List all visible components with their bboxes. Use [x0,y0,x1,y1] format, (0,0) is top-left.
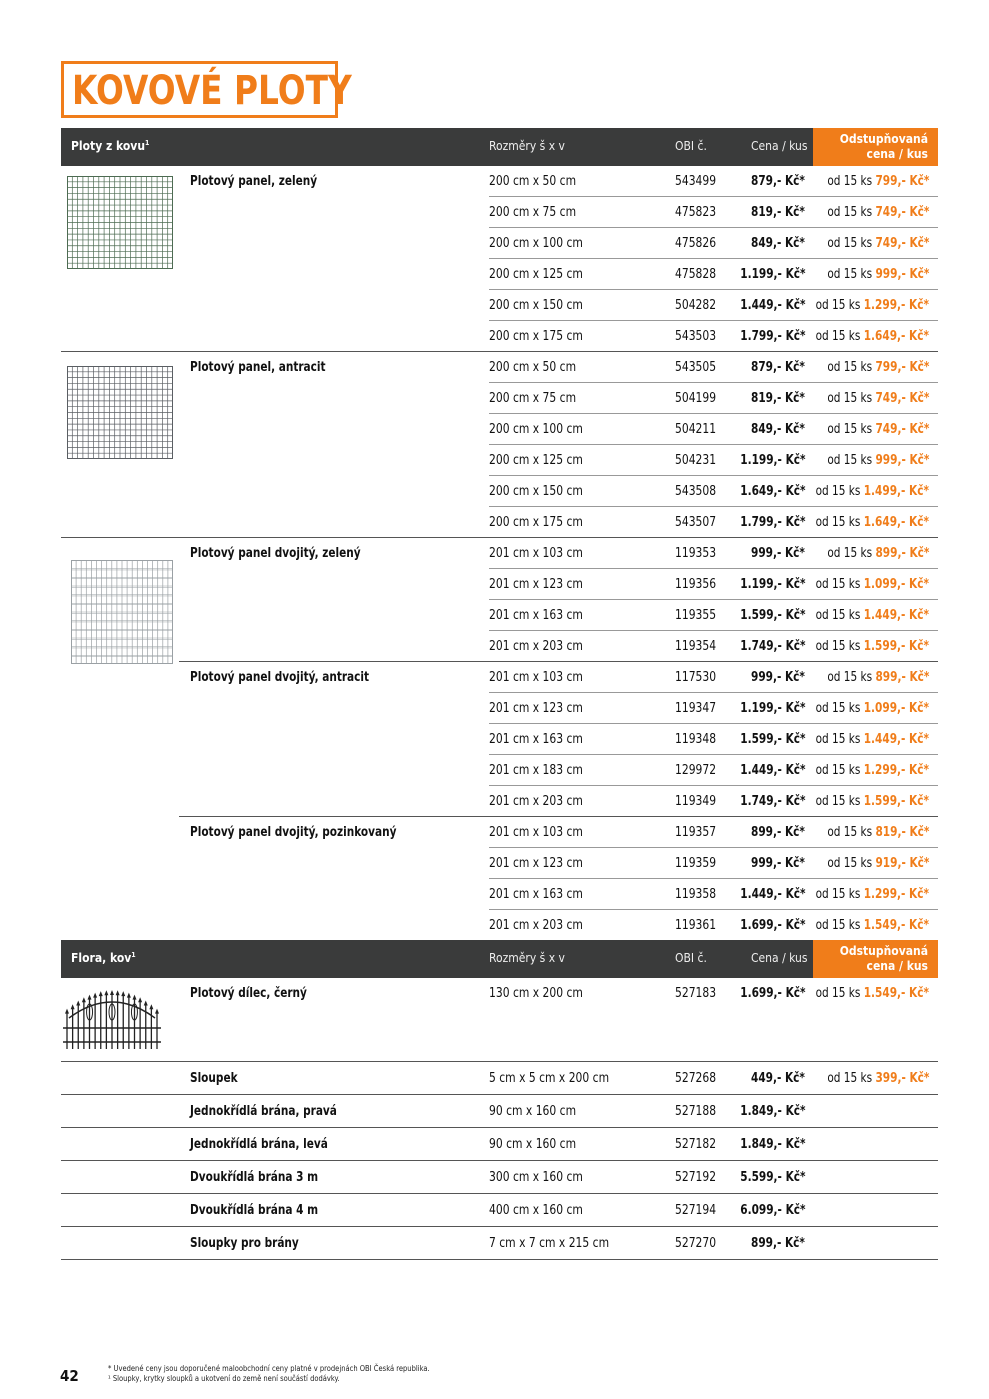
section-title-footnote: 1 [131,951,136,959]
graduated-qty: od 15 ks [815,329,861,344]
table-row [61,1095,938,1128]
product-group [61,1161,938,1194]
obi-code-cell: 527268 [675,1071,717,1086]
title-box [61,61,352,118]
product-group [61,1128,938,1161]
graduated-qty: od 15 ks [826,422,872,437]
product-name: Plotový panel dvojitý, zelený [190,546,361,561]
product-name: Jednokřídlá brána, pravá [190,1104,337,1119]
price-cell: 879,- Kč* [751,174,805,189]
col-header-graduated-line1: Odstupňovaná [839,944,928,958]
price-cell: 1.699,- Kč* [739,986,805,1001]
product-name: Sloupky pro brány [190,1236,299,1251]
section-1 [61,940,938,1260]
graduated-price-cell [816,887,929,902]
dimensions-cell: 201 cm x 163 cm [489,608,583,623]
product-group [61,1095,938,1128]
dimensions-cell: 201 cm x 203 cm [489,918,583,933]
col-header-price: Cena / kus [751,139,808,153]
obi-code-cell: 119357 [675,825,717,840]
table-row [61,259,938,290]
footnotes [108,1364,430,1384]
graduated-price-cell [816,639,929,654]
table-row [61,600,938,631]
product-name: Dvoukřídlá brána 4 m [190,1203,319,1218]
graduated-qty: od 15 ks [815,918,861,933]
graduated-price-cell [827,670,929,685]
graduated-price-cell [827,1071,929,1086]
price-cell: 1.599,- Kč* [739,732,805,747]
price-cell: 1.649,- Kč* [739,484,805,499]
section-header [61,940,938,978]
section-title [71,951,136,965]
obi-code-cell: 527183 [675,986,717,1001]
dimensions-cell: 200 cm x 50 cm [489,174,577,189]
obi-code-cell: 543499 [675,174,717,189]
obi-code-cell: 504282 [675,298,717,313]
table-row [61,507,938,538]
product-name: Plotový panel dvojitý, antracit [190,670,370,685]
dimensions-cell: 200 cm x 125 cm [489,453,583,468]
table-row [61,786,938,817]
dimensions-cell: 400 cm x 160 cm [489,1203,583,1218]
dimensions-cell: 200 cm x 100 cm [489,236,583,251]
table-row [61,662,938,693]
graduated-qty: od 15 ks [815,608,861,623]
footnote-posts: ¹ Sloupky, krytky sloupků a ukotvení do země není součástí dodávky. [108,1374,340,1383]
obi-code-cell: 129972 [675,763,717,778]
graduated-price: 1.299,- Kč* [863,887,929,902]
graduated-qty: od 15 ks [826,856,872,871]
obi-code-cell: 119349 [675,794,717,809]
col-header-dimensions: Rozměry š x v [489,951,565,965]
table-row [61,290,938,321]
price-cell: 1.599,- Kč* [739,608,805,623]
graduated-qty: od 15 ks [826,205,872,220]
table-row [61,1227,938,1260]
graduated-price: 899,- Kč* [875,670,929,685]
graduated-price: 1.099,- Kč* [863,701,929,716]
graduated-price-cell [827,391,929,406]
dimensions-cell: 200 cm x 150 cm [489,484,583,499]
price-cell: 899,- Kč* [751,1236,805,1251]
graduated-qty: od 15 ks [826,670,872,685]
obi-code-cell: 527270 [675,1236,717,1251]
graduated-price: 1.449,- Kč* [863,608,929,623]
graduated-price: 749,- Kč* [875,236,929,251]
graduated-price-cell [816,986,929,1001]
obi-code-cell: 475828 [675,267,717,282]
graduated-price-cell [816,298,929,313]
dimensions-cell: 200 cm x 100 cm [489,422,583,437]
obi-code-cell: 119358 [675,887,717,902]
dimensions-cell: 201 cm x 103 cm [489,546,583,561]
footnote-prices: * Uvedené ceny jsou doporučené maloobchodní ceny platné v prodejnách OBI Česká republika. [108,1364,430,1373]
dimensions-cell: 200 cm x 175 cm [489,329,583,344]
product-group [61,1227,938,1260]
table-row [61,978,938,1009]
dimensions-cell: 200 cm x 75 cm [489,391,577,406]
table-row [61,166,938,197]
price-cell: 899,- Kč* [751,825,805,840]
obi-code-cell: 119359 [675,856,717,871]
price-cell: 5.599,- Kč* [739,1170,805,1185]
graduated-price: 1.599,- Kč* [863,639,929,654]
table-row [61,445,938,476]
price-cell: 1.199,- Kč* [739,453,805,468]
graduated-qty: od 15 ks [815,701,861,716]
price-cell: 1.199,- Kč* [739,267,805,282]
graduated-price: 749,- Kč* [875,205,929,220]
col-header-price: Cena / kus [751,951,808,965]
obi-code-cell: 475823 [675,205,717,220]
price-cell: 879,- Kč* [751,360,805,375]
graduated-price-cell [816,918,929,933]
graduated-price-cell [827,236,929,251]
section-header [61,128,938,166]
dimensions-cell: 201 cm x 123 cm [489,701,583,716]
dimensions-cell: 201 cm x 203 cm [489,639,583,654]
graduated-qty: od 15 ks [826,1071,872,1086]
obi-code-cell: 119348 [675,732,717,747]
price-cell: 449,- Kč* [751,1071,805,1086]
graduated-price: 1.299,- Kč* [863,298,929,313]
page-title: KOVOVÉ PLOTY [72,68,352,114]
obi-code-cell: 119347 [675,701,717,716]
graduated-price: 1.549,- Kč* [863,918,929,933]
graduated-qty: od 15 ks [815,515,861,530]
graduated-price: 399,- Kč* [875,1071,929,1086]
price-cell: 819,- Kč* [751,391,805,406]
graduated-qty: od 15 ks [826,546,872,561]
section-title [71,139,149,153]
table-row [61,1194,938,1227]
graduated-price: 1.599,- Kč* [863,794,929,809]
table-row [61,1161,938,1194]
graduated-price-cell [827,360,929,375]
graduated-price-cell [816,608,929,623]
obi-code-cell: 504211 [675,422,717,437]
col-header-obi: OBI č. [675,139,707,153]
graduated-qty: od 15 ks [815,298,861,313]
table-row [61,228,938,259]
price-cell: 1.699,- Kč* [739,918,805,933]
graduated-qty: od 15 ks [826,391,872,406]
graduated-price-cell [816,701,929,716]
product-name: Sloupek [190,1071,238,1086]
col-header-graduated-line1: Odstupňovaná [839,132,928,146]
graduated-price-cell [816,794,929,809]
graduated-qty: od 15 ks [815,484,861,499]
graduated-price-cell [816,329,929,344]
graduated-qty: od 15 ks [815,887,861,902]
price-cell: 1.449,- Kč* [739,887,805,902]
table-row [61,755,938,786]
section-0 [61,128,938,941]
graduated-qty: od 15 ks [815,794,861,809]
graduated-price: 749,- Kč* [875,422,929,437]
dimensions-cell: 5 cm x 5 cm x 200 cm [489,1071,610,1086]
price-cell: 1.799,- Kč* [739,515,805,530]
obi-code-cell: 119354 [675,639,717,654]
obi-code-cell: 527188 [675,1104,717,1119]
price-cell: 1.449,- Kč* [739,763,805,778]
graduated-qty: od 15 ks [815,763,861,778]
dimensions-cell: 7 cm x 7 cm x 215 cm [489,1236,610,1251]
table-row [61,352,938,383]
price-cell: 6.099,- Kč* [739,1203,805,1218]
col-header-graduated-price [813,940,938,978]
product-name: Plotový dílec, černý [190,986,307,1001]
graduated-price-cell [827,856,929,871]
row-divider [61,1259,938,1260]
graduated-price-cell [827,546,929,561]
col-header-graduated-line2: cena / kus [866,959,928,973]
price-cell: 1.849,- Kč* [739,1137,805,1152]
graduated-price-cell [816,732,929,747]
table-row [61,879,938,910]
obi-code-cell: 543507 [675,515,717,530]
price-cell: 819,- Kč* [751,205,805,220]
graduated-price: 1.649,- Kč* [863,515,929,530]
table-row [61,910,938,941]
dimensions-cell: 201 cm x 203 cm [489,794,583,809]
table-row [61,476,938,507]
table-row [61,414,938,445]
price-cell: 849,- Kč* [751,236,805,251]
obi-code-cell: 527192 [675,1170,717,1185]
price-cell: 999,- Kč* [751,670,805,685]
section-title-footnote: 1 [145,139,150,147]
graduated-qty: od 15 ks [826,267,872,282]
graduated-qty: od 15 ks [815,732,861,747]
graduated-price: 819,- Kč* [875,825,929,840]
graduated-qty: od 15 ks [826,360,872,375]
section-title-text: Flora, kov [71,951,132,965]
product-group [61,817,938,941]
graduated-price: 919,- Kč* [875,856,929,871]
graduated-price: 799,- Kč* [875,174,929,189]
table-row [61,848,938,879]
dimensions-cell: 300 cm x 160 cm [489,1170,583,1185]
graduated-price: 999,- Kč* [875,267,929,282]
price-cell: 849,- Kč* [751,422,805,437]
product-group [61,352,938,538]
table-row [61,197,938,228]
graduated-price: 1.549,- Kč* [863,986,929,1001]
table-row [61,1128,938,1161]
obi-code-cell: 119361 [675,918,717,933]
graduated-price-cell [816,763,929,778]
col-header-graduated-price [813,128,938,166]
graduated-qty: od 15 ks [815,639,861,654]
obi-code-cell: 504199 [675,391,717,406]
graduated-price-cell [827,825,929,840]
table-row [61,321,938,352]
dimensions-cell: 201 cm x 183 cm [489,763,583,778]
obi-code-cell: 117530 [675,670,717,685]
dimensions-cell: 200 cm x 50 cm [489,360,577,375]
price-cell: 1.449,- Kč* [739,298,805,313]
graduated-price: 1.449,- Kč* [863,732,929,747]
dimensions-cell: 200 cm x 150 cm [489,298,583,313]
graduated-price-cell [816,515,929,530]
dimensions-cell: 201 cm x 123 cm [489,577,583,592]
graduated-price: 1.099,- Kč* [863,577,929,592]
table-row [61,631,938,662]
price-cell: 1.749,- Kč* [739,639,805,654]
dimensions-cell: 130 cm x 200 cm [489,986,583,1001]
graduated-price: 999,- Kč* [875,453,929,468]
graduated-qty: od 15 ks [826,174,872,189]
section-title-text: Ploty z kovu [71,139,146,153]
price-cell: 1.849,- Kč* [739,1104,805,1119]
table-row [61,1062,938,1095]
graduated-price-cell [827,174,929,189]
obi-code-cell: 543508 [675,484,717,499]
col-header-graduated-line2: cena / kus [866,147,928,161]
dimensions-cell: 201 cm x 163 cm [489,887,583,902]
col-header-dimensions: Rozměry š x v [489,139,565,153]
obi-code-cell: 527194 [675,1203,717,1218]
col-header-obi: OBI č. [675,951,707,965]
graduated-qty: od 15 ks [826,825,872,840]
table-row [61,817,938,848]
price-cell: 999,- Kč* [751,546,805,561]
product-group [61,1194,938,1227]
graduated-price: 1.649,- Kč* [863,329,929,344]
page-number: 42 [60,1367,79,1385]
product-group [61,978,938,1062]
graduated-price: 899,- Kč* [875,546,929,561]
price-cell: 1.199,- Kč* [739,701,805,716]
dimensions-cell: 201 cm x 163 cm [489,732,583,747]
graduated-price-cell [816,484,929,499]
product-name: Plotový panel, zelený [190,174,318,189]
graduated-qty: od 15 ks [815,577,861,592]
product-name: Dvoukřídlá brána 3 m [190,1170,319,1185]
dimensions-cell: 201 cm x 103 cm [489,670,583,685]
product-group [61,538,938,662]
obi-code-cell: 475826 [675,236,717,251]
dimensions-cell: 90 cm x 160 cm [489,1137,577,1152]
dimensions-cell: 201 cm x 103 cm [489,825,583,840]
table-row [61,724,938,755]
price-cell: 1.799,- Kč* [739,329,805,344]
graduated-price: 749,- Kč* [875,391,929,406]
graduated-price-cell [827,205,929,220]
product-name: Jednokřídlá brána, levá [190,1137,328,1152]
price-cell: 1.749,- Kč* [739,794,805,809]
product-group [61,166,938,352]
table-row [61,693,938,724]
obi-code-cell: 543505 [675,360,717,375]
table-row [61,383,938,414]
graduated-price-cell [816,577,929,592]
product-group [61,662,938,817]
graduated-qty: od 15 ks [826,236,872,251]
graduated-price: 1.499,- Kč* [863,484,929,499]
dimensions-cell: 200 cm x 175 cm [489,515,583,530]
graduated-qty: od 15 ks [826,453,872,468]
table-row [61,569,938,600]
graduated-price: 1.299,- Kč* [863,763,929,778]
graduated-price-cell [827,267,929,282]
dimensions-cell: 90 cm x 160 cm [489,1104,577,1119]
price-cell: 1.199,- Kč* [739,577,805,592]
product-name: Plotový panel dvojitý, pozinkovaný [190,825,397,840]
obi-code-cell: 119353 [675,546,717,561]
price-cell: 999,- Kč* [751,856,805,871]
dimensions-cell: 200 cm x 125 cm [489,267,583,282]
graduated-qty: od 15 ks [815,986,861,1001]
graduated-price-cell [827,422,929,437]
obi-code-cell: 504231 [675,453,717,468]
obi-code-cell: 543503 [675,329,717,344]
graduated-price: 799,- Kč* [875,360,929,375]
table-row [61,538,938,569]
product-name: Plotový panel, antracit [190,360,326,375]
obi-code-cell: 119356 [675,577,717,592]
product-group [61,1062,938,1095]
graduated-price-cell [827,453,929,468]
obi-code-cell: 119355 [675,608,717,623]
obi-code-cell: 527182 [675,1137,717,1152]
dimensions-cell: 201 cm x 123 cm [489,856,583,871]
dimensions-cell: 200 cm x 75 cm [489,205,577,220]
